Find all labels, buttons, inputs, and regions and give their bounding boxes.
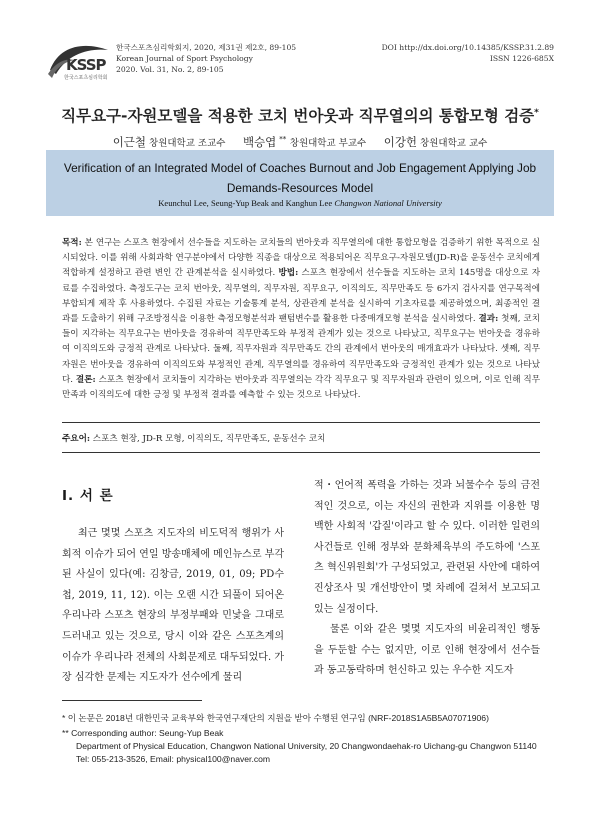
abstract-conclusion: 스포츠 현장에서 코치들이 지각하는 번아웃과 직무열의는 각각 직무요구 및 직무자원과 관련이 있으며, 이로 인해 직무만족과 이직의도에 대한 긍정 및 부정적 결과를 예측할 수 있는 것으로 나타났다. <box>62 374 541 401</box>
author-affiliation: 창원대학교 조교수 <box>149 138 226 149</box>
abstract-method: 스포츠 현장에서 선수들을 지도하는 코치 145명을 대상으로 자료를 수집하였다. 측정도구는 코치 번아웃, 직무열의, 직무자원, 직무요구, 이직의도, 직무만족도 등 6가지 검사지를 연구목적에 부합되게 제작 후 사용하였다. 수집된 자료는 기술통계 분석, 상관관계 분석을 실시하여 기초자료를 제공하였으며, 최종적인 결과를 도출하기 위해 구조방정식을 이용한 측정모형분석과 팬텀변수를 활용한 다중매개모형 분석을 실시하였다. <box>62 268 541 325</box>
section-title: Ⅰ. 서 론 <box>62 488 114 504</box>
footnote-rule <box>62 700 202 701</box>
keywords-list: 스포츠 현장, JD-R 모형, 이직의도, 직무만족도, 운동선수 코치 <box>90 434 326 444</box>
body-column-left <box>62 476 284 689</box>
abstract-label-method: 방법: <box>278 268 299 279</box>
journal-info <box>116 42 296 75</box>
authors-en <box>46 198 554 208</box>
author-name: 이근철 <box>112 135 147 149</box>
doi-link[interactable]: DOI http://dx.doi.org/10.14385/KSSP.31.2.89 <box>381 43 554 52</box>
footnote-corresponding-head: ** Corresponding author: Seung-Yup Beak <box>62 728 224 738</box>
title-footnote-mark: * <box>534 107 539 118</box>
journal-logo <box>46 40 112 86</box>
keywords-bottom-rule <box>62 452 540 453</box>
author-name: 백승엽 <box>242 135 277 149</box>
logo-text: KSSP <box>66 56 106 74</box>
authors-ko <box>0 134 600 150</box>
paper-title-en <box>46 158 554 198</box>
abstract-purpose: 본 연구는 스포츠 현장에서 선수들을 지도하는 코치들의 번아웃과 직무열의에 대한 통합모형을 검증하기 위한 목적으로 실시되었다. 이를 위해 사회과학 연구분야에서 다양한 직종을 대상으로 적용되어온 직무요구-자원모델(JD-R)을 운동선수 코치에게 적합하게 설정하고 관련 변인 간 관계분석을 실시하였다. <box>62 238 540 279</box>
logo-subtext: 한국스포츠심리학회 <box>64 75 108 81</box>
journal-title-ko: 한국스포츠심리학회지, 2020, 제31권 제2호, 89-105 <box>116 43 297 52</box>
paper-title-ko <box>0 104 600 126</box>
footnote-department: Department of Physical Education, Changwon National University, 20 Changwondaehak-ro Uichang-gu Changwon 51140 <box>76 740 537 751</box>
abstract-label-result: 결과: <box>478 314 499 325</box>
paper-title-en-line2: Demands-Resources Model <box>226 181 374 195</box>
keywords <box>62 432 540 444</box>
body-paragraph: 최근 몇몇 스포츠 지도자의 비도덕적 행위가 사회적 이슈가 되어 연일 방송매체에 메인뉴스로 부각된 사실이 있다(예: 김창금, 2019, 01, 09; PD수첩, 2019, 11, 12). 이는 오랜 시간 되풀이 되어온 우리나라 스포츠 현장의 부정부패와 민낯을 그대로 드러내고 있는 것으로, 당시 이와 같은 스포츠계의 이슈가 우리나라 전체의 사회문제로 대두되었다. 가장 심각한 문제는 지도자가 선수에게 물리 <box>62 528 284 684</box>
journal-header <box>46 40 554 90</box>
author-name: 이강헌 <box>383 135 418 149</box>
affiliation-en: Changwon National University <box>334 198 442 208</box>
abstract-result: 첫째, 코치들이 지각하는 직무요구는 번아웃을 경유하여 직무만족도와 부정적 관계가 있는 것으로 나타났고, 직무요구는 번아웃을 경유하여 이직의도와 긍정적 관계로 나타났다. 둘째, 직무자원과 직무만족도 간의 관계에서 번아웃의 매개효과가 나타났다. 셋째, 직무자원은 번아웃을 경유하여 이직의도와 부정적인 관계, 직무열의를 경유하여 직무만족도와 긍정적인 관계가 있는 것으로 나타났다. <box>62 314 540 385</box>
paper-title-en-line1: Verification of an Integrated Model of Coaches Burnout and Job Engagement Applying Job <box>63 161 537 175</box>
authors-en-names: Keunchul Lee, Seung-Yup Beak and Kanghun Lee <box>158 198 333 208</box>
body-paragraph: 적・언어적 폭력을 가하는 것과 뇌물수수 등의 금전적인 것으로, 이는 자신의 권한과 지위를 이용한 명백한 사회적 '갑질'이라고 할 수 있다. 이러한 일련의 사건들로 인해 정부와 문화체육부의 주도하에 '스포츠 혁신위원회'가 구성되었고, 관련된 사안에 대하여 진상조사 및 개선방안이 몇 차례에 걸쳐서 보고되고 있는 실정이다. <box>314 480 540 615</box>
keywords-label: 주요어: <box>62 434 91 444</box>
keywords-top-rule <box>62 422 540 423</box>
abstract-label-purpose: 목적: <box>62 238 82 248</box>
footnote-corresponding <box>62 727 552 765</box>
abstract <box>62 236 540 403</box>
body-paragraph: 물론 이와 같은 몇몇 지도자의 비윤리적인 행동을 두둔할 수는 없지만, 이로 인해 현장에서 선수들과 동고동락하며 헌신하고 있는 우수한 지도자 <box>314 624 540 677</box>
issn: ISSN 1226-685X <box>489 54 554 63</box>
body-column-right <box>314 476 540 682</box>
journal-title-en: Korean Journal of Sport Psychology <box>116 54 253 63</box>
doi-info <box>382 42 554 64</box>
abstract-label-conclusion: 결론: <box>75 374 96 385</box>
author-affiliation: 창원대학교 부교수 <box>289 138 367 149</box>
footnote-funding: * 이 논문은 2018년 대한민국 교육부와 한국연구재단의 지원을 받아 수행된 연구임 (NRF-2018S1A5B5A07071906) <box>62 713 489 723</box>
footnote-contact: Tel: 055-213-3526, Email: physical100@naver.com <box>76 753 271 764</box>
author-affiliation: 창원대학교 교수 <box>420 138 488 149</box>
journal-volume: 2020. Vol. 31, No. 2, 89-105 <box>116 65 224 74</box>
author-mark: ** <box>279 135 287 144</box>
paper-title-ko-text: 직무요구-자원모델을 적용한 코치 번아웃과 직무열의의 통합모형 검증 <box>61 107 535 125</box>
